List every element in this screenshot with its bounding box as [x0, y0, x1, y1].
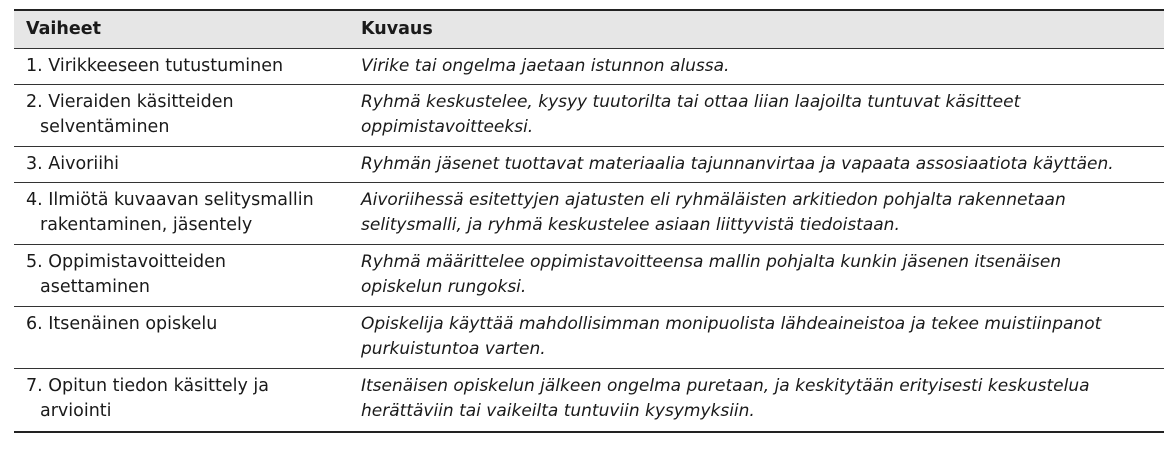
table-header-row	[14, 11, 1164, 49]
description-cell	[351, 152, 1164, 177]
phase-line: 5. Oppimistavoitteiden	[26, 252, 226, 272]
description-cell	[351, 312, 1164, 362]
description-line: Ryhmä määrittelee oppimistavoitteensa mallin pohjalta kunkin jäsenen itsenäisen	[361, 252, 1062, 272]
phase-line: 1. Virikkeeseen tutustuminen	[26, 56, 284, 76]
table-row	[14, 245, 1164, 307]
description-cell	[351, 188, 1164, 238]
phase-cell	[14, 250, 351, 300]
description-line: oppimistavoitteeksi.	[361, 117, 534, 137]
description-cell	[351, 250, 1164, 300]
description-line: Opiskelija käyttää mahdollisimman monipuolista lähdeaineistoa ja tekee muistiinpanot	[361, 314, 1102, 334]
description-cell	[351, 374, 1164, 424]
description-line: Ryhmän jäsenet tuottavat materiaalia tajunnanvirtaa ja vapaata assosiaatiota käyttäen.	[361, 154, 1114, 174]
phase-line: arviointi	[40, 401, 112, 421]
description-line: Virike tai ongelma jaetaan istunnon alussa.	[361, 56, 730, 76]
table-row	[14, 147, 1164, 183]
description-line: herättäviin tai vaikeilta tuntuviin kysymyksiin.	[361, 401, 755, 421]
phase-cell	[14, 374, 351, 424]
description-line: opiskelun rungoksi.	[361, 277, 527, 297]
phase-line: 7. Opitun tiedon käsittely ja	[26, 376, 269, 396]
phase-line: asettaminen	[40, 277, 150, 297]
description-line: Aivoriihessä esitettyjen ajatusten eli ryhmäläisten arkitiedon pohjalta rakennetaan	[361, 190, 1066, 210]
phase-line: selventäminen	[40, 117, 170, 137]
phase-line: rakentaminen, jäsentely	[40, 215, 253, 235]
description-line: Ryhmä keskustelee, kysyy tuutorilta tai ottaa liian laajoilta tuntuvat käsitteet	[361, 92, 1021, 112]
table-row	[14, 85, 1164, 147]
phase-cell	[14, 312, 351, 337]
description-line: selitysmalli, ja ryhmä keskustelee asiaan liittyvistä tiedoistaan.	[361, 215, 900, 235]
description-line: Itsenäisen opiskelun jälkeen ongelma puretaan, ja keskitytään erityisesti keskustelua	[361, 376, 1090, 396]
phase-line: 3. Aivoriihi	[26, 154, 120, 174]
phases-table	[14, 9, 1164, 433]
phase-line: 2. Vieraiden käsitteiden	[26, 92, 234, 112]
table-row	[14, 183, 1164, 245]
header-description: Kuvaus	[361, 19, 433, 39]
phase-line: 6. Itsenäinen opiskelu	[26, 314, 218, 334]
phase-cell	[14, 54, 351, 79]
table-row	[14, 369, 1164, 431]
table-row	[14, 307, 1164, 369]
header-phase: Vaiheet	[26, 19, 101, 39]
description-cell	[351, 54, 1164, 79]
table-row	[14, 49, 1164, 85]
phase-line: 4. Ilmiötä kuvaavan selitysmallin	[26, 190, 314, 210]
phase-cell	[14, 152, 351, 177]
description-cell	[351, 90, 1164, 140]
description-line: purkuistuntoa varten.	[361, 339, 546, 359]
phase-cell	[14, 188, 351, 238]
phase-cell	[14, 90, 351, 140]
